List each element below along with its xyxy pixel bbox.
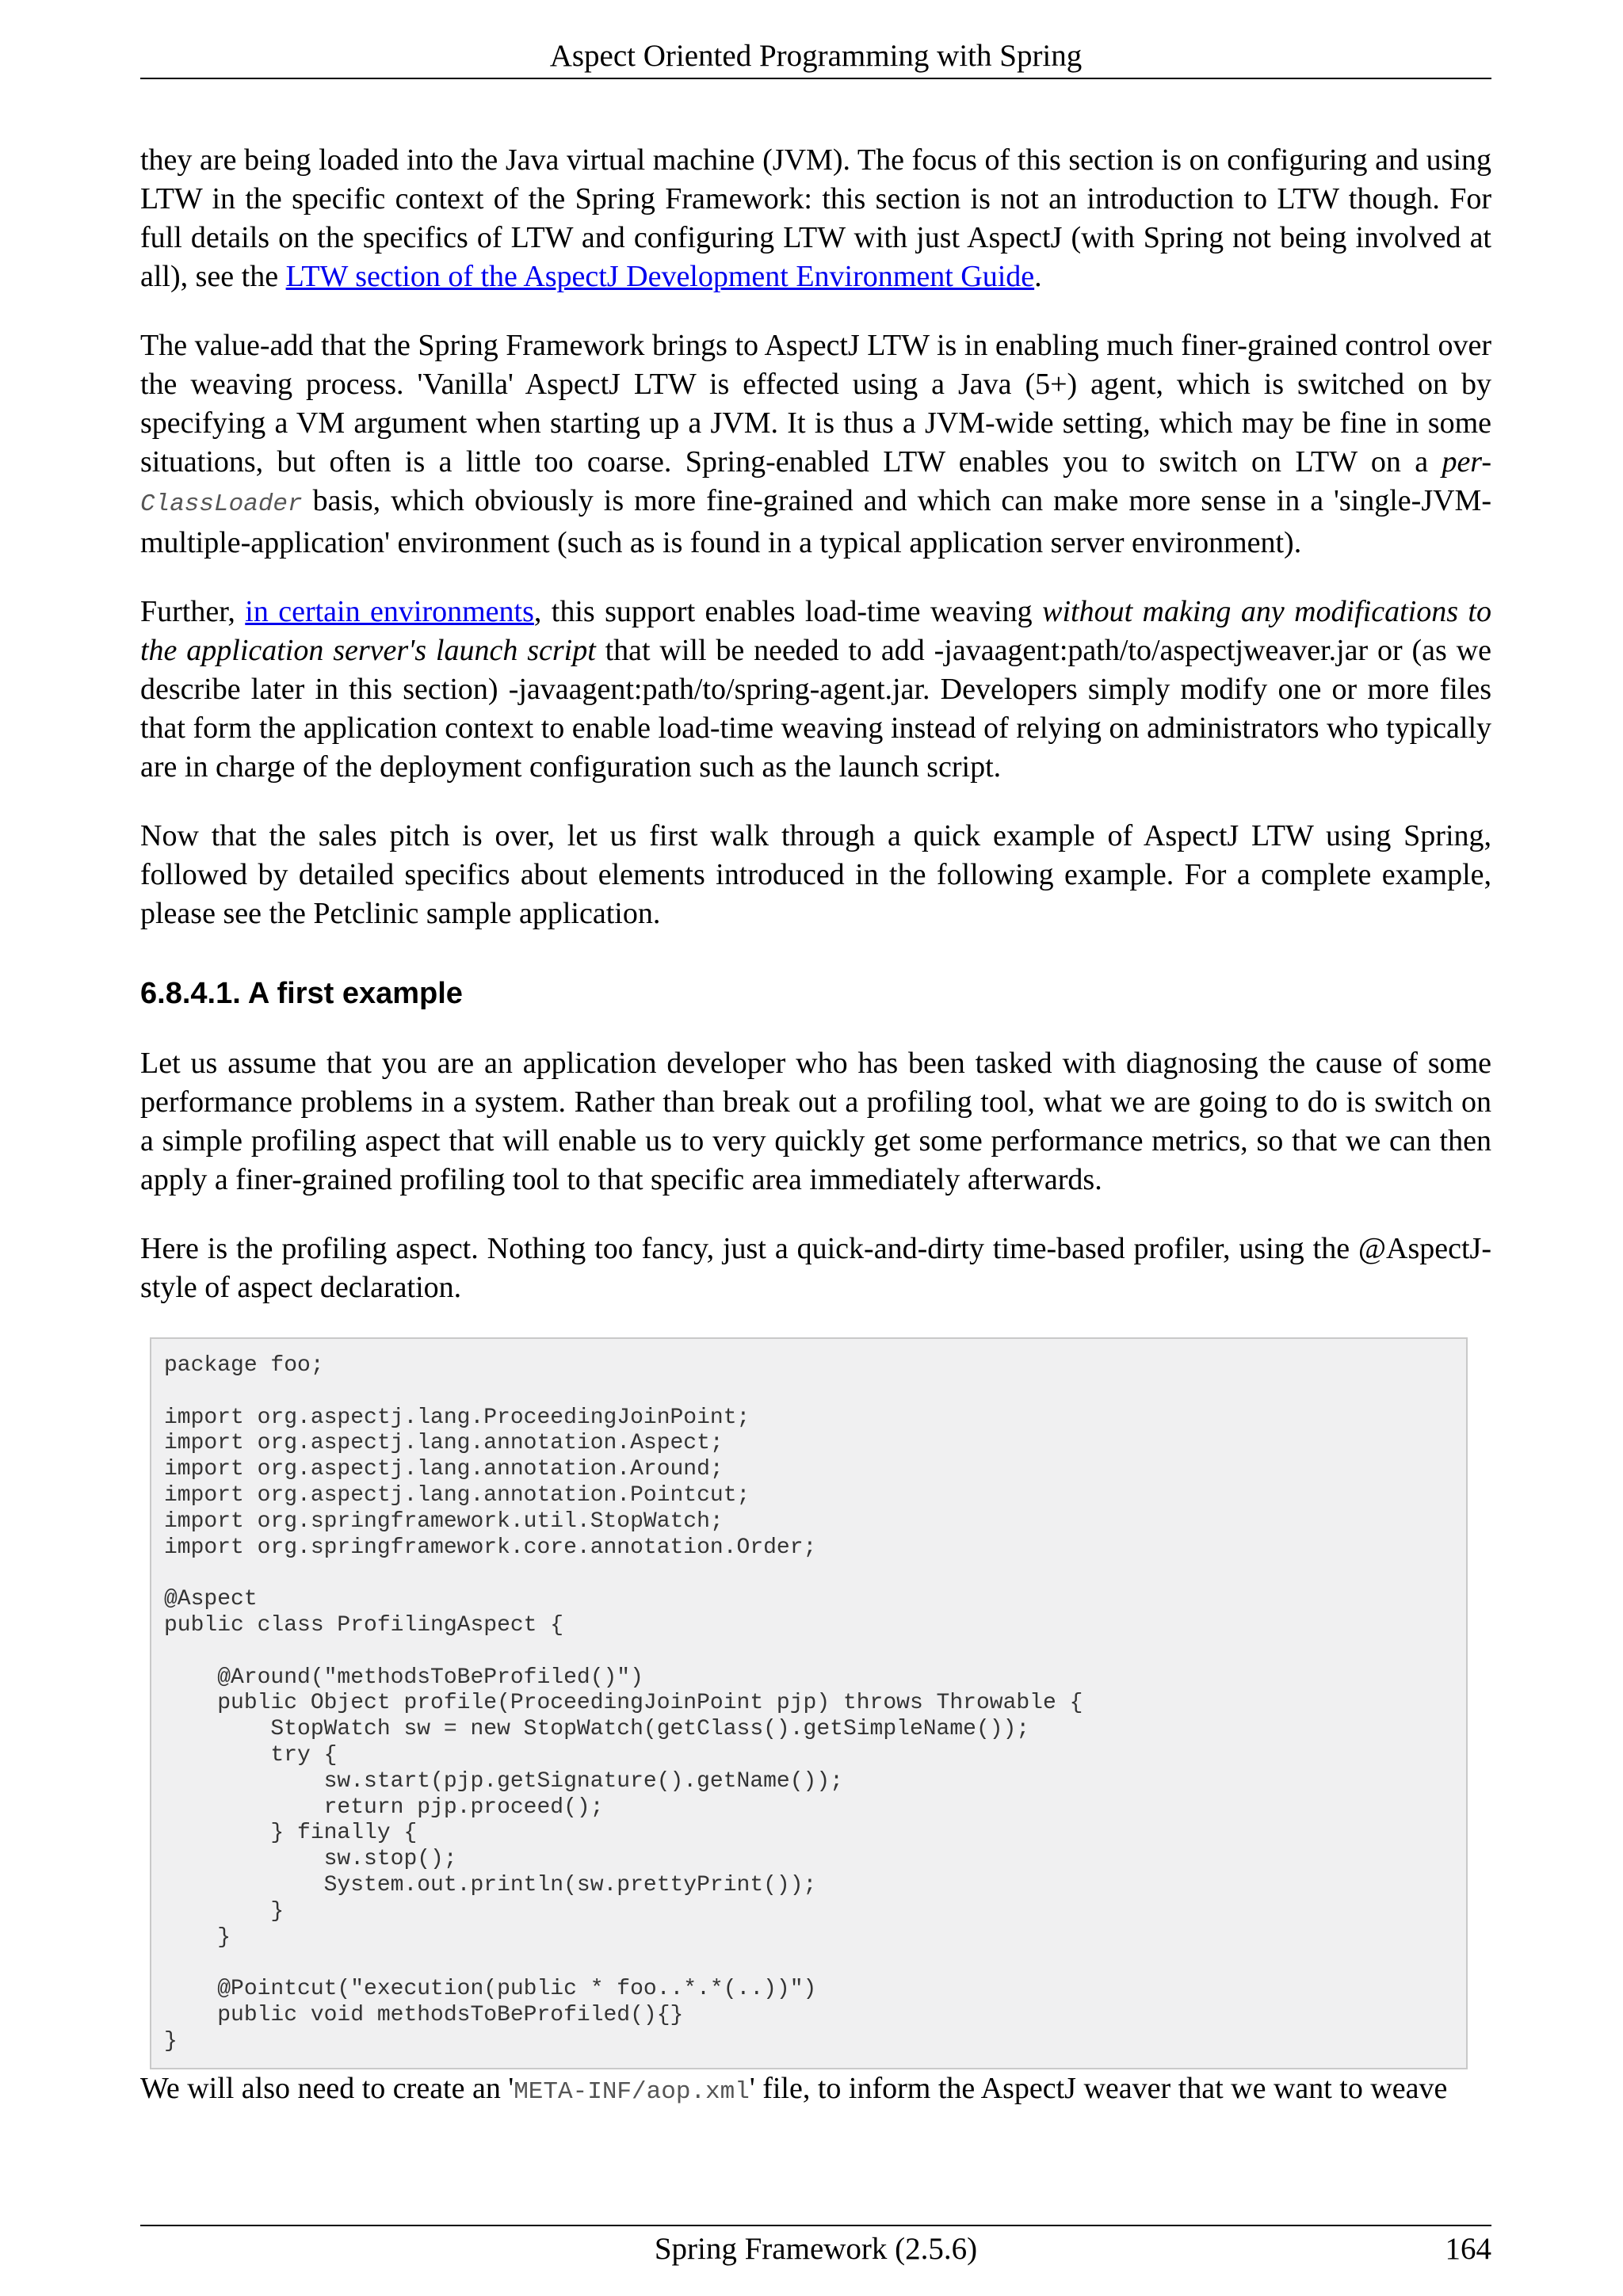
code-line: @Pointcut("execution(public * foo..*.*(..))") (164, 1977, 817, 2002)
paragraph-text: , this support enables load-time weaving (533, 595, 1043, 628)
code-line: import org.aspectj.lang.ProceedingJoinPoint; (164, 1405, 750, 1430)
code-line: public Object profile(ProceedingJoinPoint pjp) throws Throwable { (164, 1691, 1083, 1716)
page-number: 164 (1445, 2232, 1491, 2266)
paragraph-text: Further, (140, 595, 246, 628)
paragraph-text: We will also need to create an ' (140, 2071, 514, 2105)
paragraph-scenario: Let us assume that you are an application developer who has been tasked with diagnosing the cause of some performance problems in a system. Rather than break out a profiling tool, what we are going to do is switch on a simple profiling aspect that will enable us to very quickly get some performance metrics, so that we can then apply a finer-grained profiling tool to that specific area immediately afterwards. (140, 1047, 1491, 1196)
code-line (164, 1379, 1453, 1405)
code-line: System.out.println(sw.prettyPrint()); (164, 1872, 817, 1897)
code-line: @Around("methodsToBeProfiled()") (164, 1665, 643, 1690)
code-line: public void methodsToBeProfiled(){} (164, 2002, 684, 2027)
paragraph-text: The value-add that the Spring Framework brings to AspectJ LTW is in enabling much finer-grained control over the weaving process. 'Vanilla' AspectJ LTW is effected using a Java (5+) agent, which is switched on by specifying a VM argument when starting up a JVM. It is thus a JVM-wide setting, which may be fine in some situations, but often is a little too coarse. Spring-enabled LTW enables you to switch on LTW on a (140, 329, 1491, 479)
code-line: sw.start(pjp.getSignature().getName()); (164, 1768, 843, 1794)
paragraph-text: ' file, to inform the AspectJ weaver that we want to weave (749, 2071, 1448, 2105)
code-line: import org.aspectj.lang.annotation.Aspect; (164, 1431, 724, 1456)
running-footer (140, 2225, 1491, 2271)
code-line: return pjp.proceed(); (164, 1794, 604, 1820)
aop-xml-code: META-INF/aop.xml (514, 2077, 750, 2106)
code-line: public class ProfilingAspect { (164, 1612, 564, 1638)
ltw-guide-link[interactable]: LTW section of the AspectJ Development Environment Guide (285, 260, 1035, 293)
emphasis-text: without making any modifications to the application server's launch script (140, 595, 1491, 667)
code-line: } (164, 1898, 285, 1924)
code-line: @Aspect (164, 1587, 258, 1612)
code-line: import org.aspectj.lang.annotation.Around; (164, 1457, 724, 1482)
code-line: } (164, 1924, 231, 1950)
certain-environments-link[interactable]: in certain environments (245, 595, 534, 628)
code-line: StopWatch sw = new StopWatch(getClass().getSimpleName()); (164, 1717, 1030, 1742)
code-line: import org.springframework.util.StopWatch; (164, 1508, 724, 1534)
paragraph-aop-xml (140, 2069, 1491, 2111)
paragraph-sales-pitch: Now that the sales pitch is over, let us first walk through a quick example of AspectJ LTW using Spring, followed by detailed specifics about elements introduced in the following example. For a complete example, please see the Petclinic sample application. (140, 819, 1491, 930)
code-line (164, 1639, 1453, 1665)
paragraph-text: . (1034, 260, 1042, 293)
code-line (164, 1951, 1453, 1977)
paragraph-certain-environments (140, 593, 1491, 787)
code-line: package foo; (164, 1353, 324, 1378)
code-line (164, 1561, 1453, 1587)
code-line: } (164, 2028, 178, 2054)
paragraph-text: they are being loaded into the Java virtual machine (JVM). The focus of this section is on configuring and using LTW in the specific context of the Spring Framework: this section is not an introduction to LTW though. For full details on the specifics of LTW and configuring LTW with just AspectJ (with Spring not being involved at all), see the (140, 143, 1491, 293)
paragraph-text: basis, which obviously is more fine-grained and which can make more sense in a 'single-JVM-multiple-application' environment (such as is found in a typical application server environment). (140, 484, 1491, 559)
footer-title: Spring Framework (2.5.6) (654, 2232, 978, 2266)
code-line: sw.stop(); (164, 1847, 457, 1872)
section-heading: 6.8.4.1. A first example (140, 977, 463, 1010)
code-line: } finally { (164, 1821, 418, 1846)
running-header: Aspect Oriented Programming with Spring (140, 35, 1491, 79)
classloader-code: ClassLoader (140, 490, 303, 518)
code-line: try { (164, 1742, 338, 1768)
code-line: import org.aspectj.lang.annotation.Pointcut; (164, 1482, 750, 1508)
page-content (140, 141, 1491, 2142)
per-prefix: per- (1442, 445, 1491, 479)
paragraph-text: that will be needed to add -javaagent:path/to/aspectjweaver.jar or (as we describe later in this section) -javaagent:path/to/spring-agent.jar. Developers simply modify one or more files that form the application context to enable load-time weaving instead of relying on administrators who typically are in charge of the deployment configuration such as the launch script. (140, 634, 1491, 784)
paragraph-ltw-intro (140, 141, 1491, 296)
paragraph-profiling-aspect: Here is the profiling aspect. Nothing too fancy, just a quick-and-dirty time-based profiler, using the @AspectJ-style of aspect declaration. (140, 1232, 1491, 1304)
code-line: import org.springframework.core.annotation.Order; (164, 1535, 817, 1560)
code-block (150, 1337, 1468, 2069)
paragraph-value-add (140, 326, 1491, 563)
